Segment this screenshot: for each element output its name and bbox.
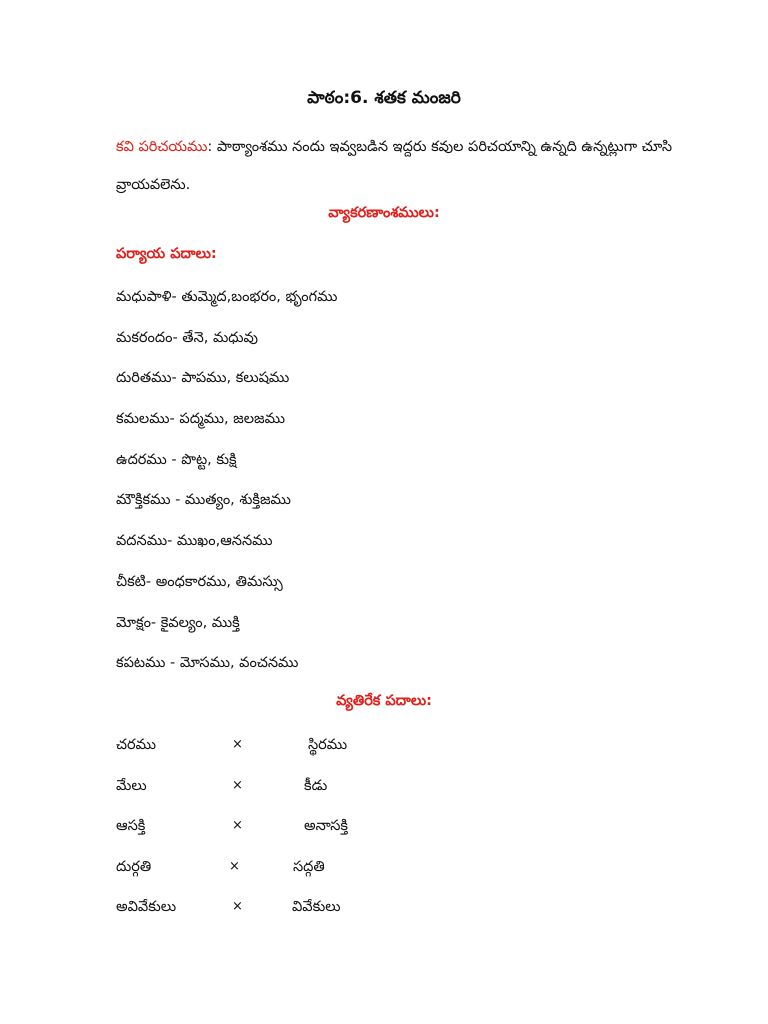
antonyms-list [116, 732, 416, 935]
antonym-word: దుర్గతి [116, 858, 152, 875]
poet-introduction-text: : పాఠ్యాంశము నందు ఇవ్వబడిన ఇద్దరు కవుల పరిచయాన్ని ఉన్నది ఉన్నట్లుగా చూసి వ్రాయవలెను. [116, 139, 673, 193]
antonym-separator: × [232, 777, 243, 793]
antonym-row [116, 854, 416, 895]
antonym-word: ఆసక్తి [116, 818, 146, 834]
synonym-item: కమలము- పద్మము, జలజము [116, 411, 286, 428]
synonym-item: మోక్షం- కైవల్యం, ముక్తి [116, 614, 240, 631]
antonym-separator: × [232, 818, 243, 833]
synonym-item: దురితము- పాపము, కలుషము [116, 370, 290, 387]
antonym-row [116, 813, 416, 854]
antonym-word: మేలు [116, 777, 147, 794]
antonym-row [116, 773, 416, 814]
page-title: పాఠం:6. శతక మంజరి [307, 88, 461, 108]
poet-introduction-label: కవి పరిచయము [116, 139, 208, 155]
antonym-opposite: స్థిరము [308, 737, 348, 753]
antonym-row [116, 894, 416, 935]
synonym-item: కపటము - మోసము, వంచనము [116, 655, 299, 672]
antonym-word: చరము [116, 737, 156, 753]
antonym-opposite: సద్గతి [293, 858, 325, 875]
antonym-separator: × [232, 737, 243, 752]
antonym-word: అవివేకులు [116, 899, 177, 915]
antonym-opposite: వివేకులు [292, 899, 341, 915]
synonym-item: చీకటి- అంధకారము, తిమస్సు [116, 573, 283, 590]
antonym-opposite: కీడు [304, 777, 328, 794]
synonyms-list [116, 284, 337, 691]
synonym-item: వదనము- ముఖం,ఆననము [116, 533, 273, 550]
grammar-heading: వ్యాకరణాంశములు: [328, 205, 440, 221]
antonym-opposite: అనాసక్తి [304, 818, 348, 834]
synonym-item: మకరందం- తేనె, మధువు [116, 329, 259, 346]
synonym-item: ఉదరము - పొట్ట, కుక్షి [116, 451, 237, 468]
synonym-item: మధుపాళి- తుమ్మెద,బంభరం, భృంగము [116, 289, 338, 305]
antonym-row [116, 732, 416, 773]
synonym-item: మౌక్తికము - ముత్యం, శుక్తిజము [116, 492, 291, 509]
antonym-separator: × [232, 899, 243, 914]
poet-introduction [116, 128, 676, 204]
antonyms-heading: వ్యతిరేక పదాలు: [336, 693, 432, 709]
synonyms-heading: పర్యాయ పదాలు: [116, 246, 217, 262]
antonym-separator: × [229, 858, 240, 874]
